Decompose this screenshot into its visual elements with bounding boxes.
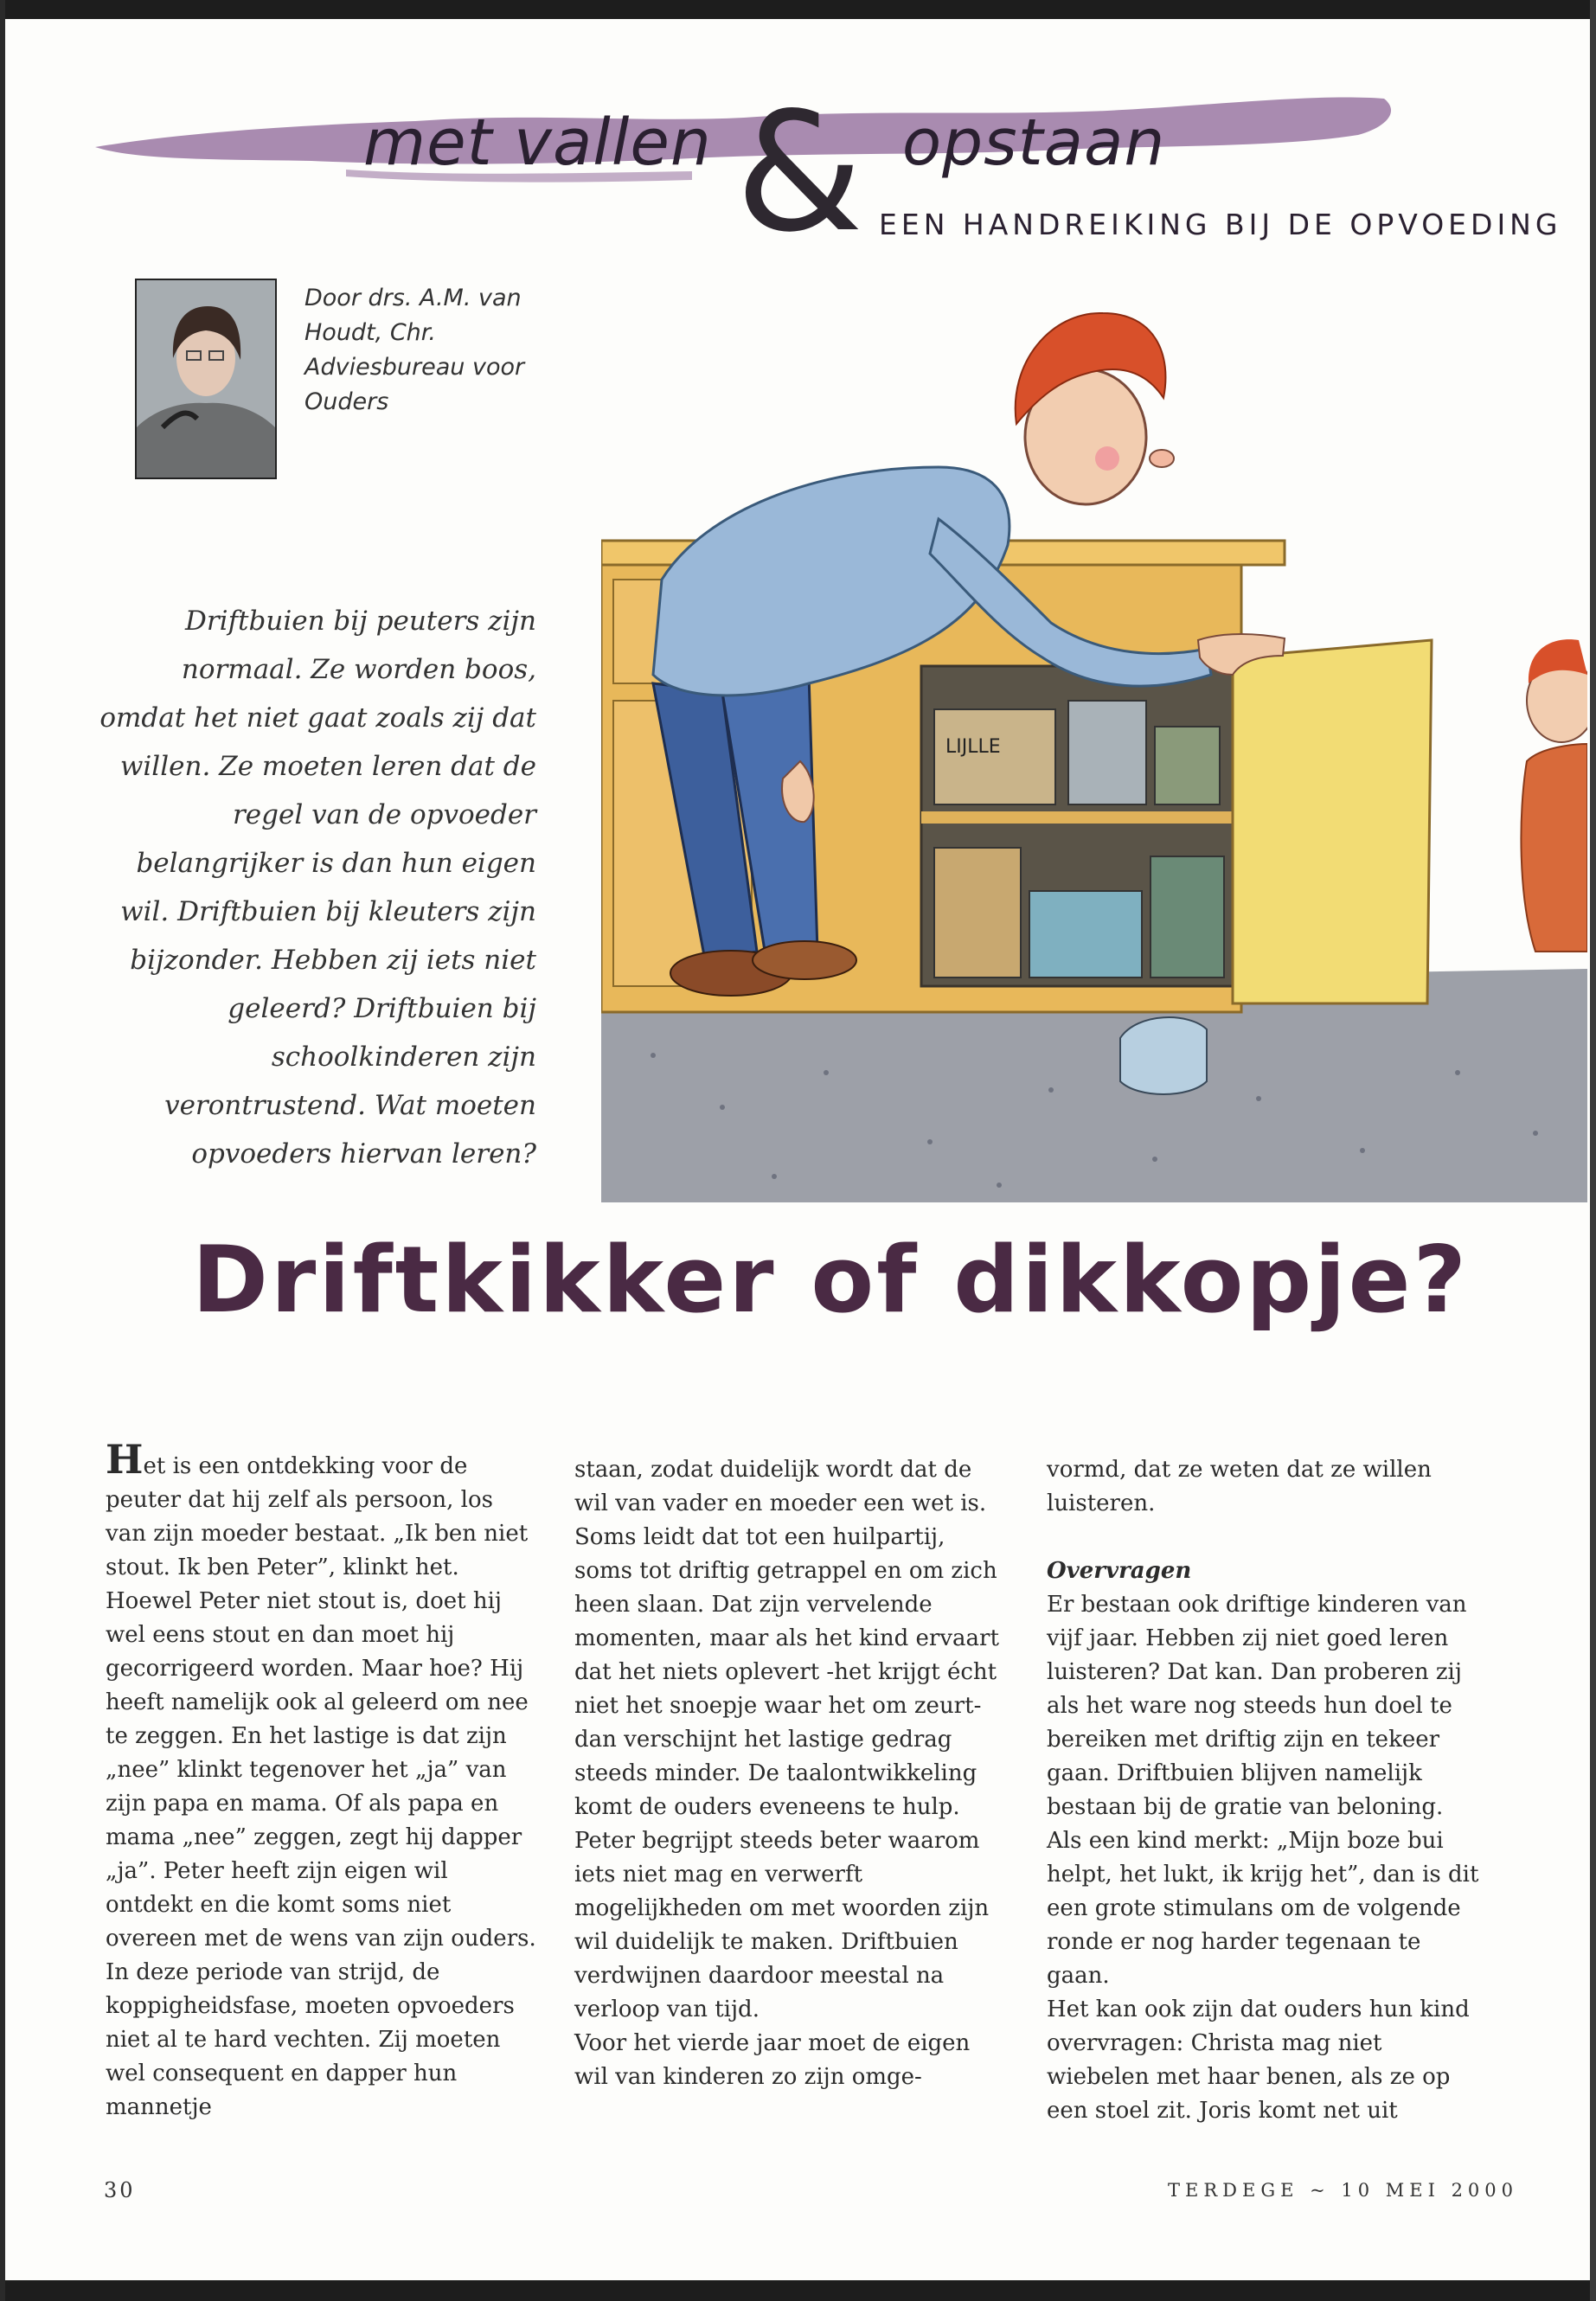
intro-text: Driftbuien bij peuters zijn normaal. Ze worden boos, omdat het niet gaat zoals zij dat willen. Ze moeten leren dat de regel van de opvoeder belangrijker is dan hun eigen wil. Driftbuien bij kleuters zijn bijzonder. Hebben zij iets niet geleerd? Driftbuien bij schoolkinderen zijn verontrustend. Wat moeten opvoeders hiervan leren? — [99, 606, 536, 1170]
drop-cap: H — [106, 1436, 144, 1483]
body-paragraph: Voor het vierde jaar moet de eigen wil van kinderen zo zijn omge- — [574, 2030, 971, 2090]
scan-edge-bottom — [0, 2280, 1596, 2301]
page-number: 30 — [104, 2178, 136, 2202]
body-paragraph — [106, 1436, 538, 2125]
author-portrait-icon — [137, 280, 275, 478]
body-paragraph: Het kan ook zijn dat ouders hun kind overvragen: Christa mag niet wiebelen met haar benen, als ze op een stoel zit. Joris komt net uit — [1047, 1997, 1470, 2124]
author-photo — [135, 279, 277, 479]
series-title-part1: met vallen — [363, 106, 712, 180]
article-headline: Driftkikker of dikkopje? — [191, 1227, 1470, 1333]
scan-edge-left — [0, 0, 5, 2301]
author-byline: Door drs. A.M. van Houdt, Chr. Adviesbureau voor Ouders — [304, 285, 525, 415]
scan-edge-right — [1590, 0, 1596, 2301]
ampersand-glyph: & — [735, 77, 864, 268]
cabinet-illustration — [601, 294, 1587, 1211]
body-paragraph: staan, zodat duidelijk wordt dat de wil van vader en moeder een wet is. Soms leidt dat tot een huilpartij, soms tot driftig getrappel en om zich heen slaan. Dat zijn vervelende momenten, maar als het kind ervaart dat het niets oplevert -het krijgt écht niet het snoepje waar het om zeurt- dan verschijnt het lastige gedrag steeds minder. De taalontwikkeling komt de ouders eveneens te hulp. Peter begrijpt steeds beter waarom iets niet mag en verwerft mogelijkheden om met woorden zijn wil duidelijk te maken. Driftbuien verdwijnen daardoor meestal na verloop van tijd. — [574, 1457, 999, 2022]
body-column-1 — [106, 1436, 538, 2125]
body-text: et is een ontdekking voor de peuter dat hij zelf als persoon, los van zijn moeder bestaat. „Ik ben niet stout. Ik ben Peter”, klinkt het. Hoewel Peter niet stout is, doet hij wel eens stout en dan moet hij gecorrigeerd worden. Maar hoe? Hij heeft namelijk ook al geleerd om nee te zeggen. En het lastige is dat zijn „nee” klinkt tegenover het „ja” van zijn papa en mama. Of als papa en mama „nee” zeggen, zegt hij dapper „ja”. Peter heeft zijn eigen wil ontdekt en die komt soms niet overeen met de wens van zijn ouders. In deze periode van strijd, de koppigheidsfase, moeten opvoeders niet al te hard vechten. Zij moeten wel consequent en dapper hun mannetje — [106, 1453, 536, 2120]
series-subtitle: EEN HANDREIKING BIJ DE OPVOEDING — [879, 208, 1562, 241]
body-paragraph: vormd, dat ze weten dat ze willen luisteren. — [1047, 1457, 1432, 1516]
body-column-2 — [574, 1453, 1007, 2094]
footer-magazine-issue: TERDEGE ~ 10 MEI 2000 — [1168, 2180, 1519, 2201]
body-paragraph: Er bestaan ook driftige kinderen van vijf jaar. Hebben zij niet goed leren luisteren? Dat kan. Dan proberen zij als het ware nog steeds hun doel te bereiken met driftig zijn en tekeer gaan. Driftbuien blijven namelijk bestaan bij de gratie van beloning. Als een kind merkt: „Mijn boze bui helpt, het lukt, ik krijg het”, dan is dit een grote stimulans om de volgende ronde er nog harder tegenaan te gaan. — [1047, 1592, 1479, 1989]
scan-edge-top — [0, 0, 1596, 19]
series-title-part2: opstaan — [901, 106, 1166, 180]
body-column-3 — [1047, 1453, 1479, 2128]
section-subheading: Overvragen — [1047, 1558, 1192, 1584]
jar-label-text: LIJLLE — [945, 736, 1001, 758]
